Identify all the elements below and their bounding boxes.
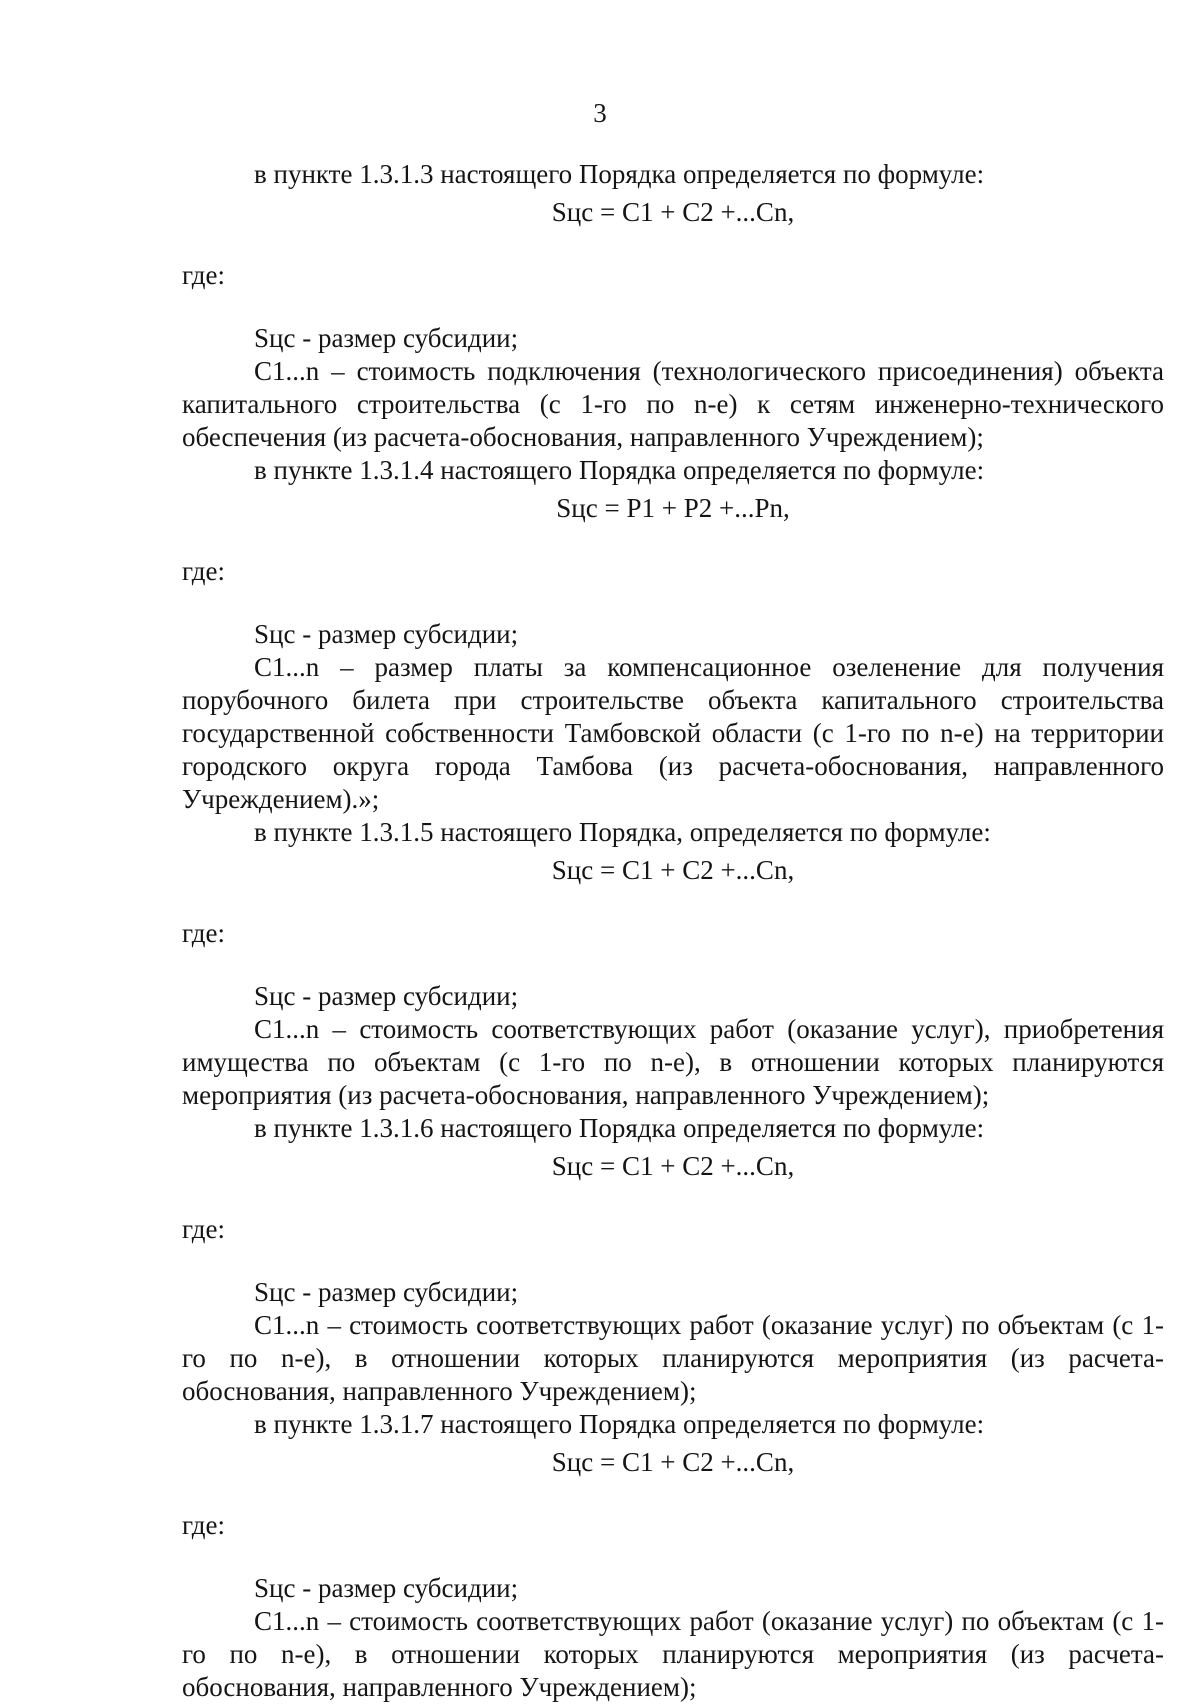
formula: Sцс = C1 + C2 +...Cn, bbox=[551, 197, 795, 227]
where-label: где: bbox=[182, 556, 225, 586]
document-body bbox=[182, 158, 1164, 1704]
definition-c: C1...n – стоимость соответствующих работ (оказание услуг) по объектам (с 1-го по n-е), в отношении которых планируются мероприятия (из расчета-обоснования, направленного Учреждением); bbox=[182, 1606, 1164, 1702]
section-intro: в пункте 1.3.1.5 настоящего Порядка, определяется по формуле: bbox=[254, 817, 991, 847]
section-1-3-1-6 bbox=[182, 1112, 1164, 1408]
formula: Sцс = P1 + P2 +...Pn, bbox=[556, 493, 790, 523]
where-label: где: bbox=[182, 918, 225, 948]
section-intro: в пункте 1.3.1.6 настоящего Порядка определяется по формуле: bbox=[254, 1113, 985, 1143]
section-intro: в пункте 1.3.1.3 настоящего Порядка определяется по формуле: bbox=[254, 159, 985, 189]
where-label: где: bbox=[182, 260, 225, 290]
section-1-3-1-7 bbox=[182, 1408, 1164, 1704]
page-number: 3 bbox=[593, 98, 607, 128]
section-1-3-1-4 bbox=[182, 454, 1164, 816]
definition-s: Sцс - размер субсидии; bbox=[254, 323, 519, 353]
definition-c: C1...n – стоимость подключения (технологического присоединения) объекта капитального строительства (с 1-го по n-е) к сетям инженерно-технического обеспечения (из расчета-обоснования, направленного Учреждением); bbox=[182, 356, 1164, 452]
section-1-3-1-5 bbox=[182, 816, 1164, 1112]
definition-c: C1...n – размер платы за компенсационное озеленение для получения порубочного билета при строительстве объекта капитального строительства государственной собственности Тамбовской области (с 1-го по n-е) на территории городского округа города Тамбова (из расчета-обоснования, направленного Учреждением).»; bbox=[182, 652, 1164, 814]
where-label: где: bbox=[182, 1214, 225, 1244]
formula: Sцс = C1 + C2 +...Cn, bbox=[551, 1151, 795, 1181]
definition-s: Sцс - размер субсидии; bbox=[254, 981, 519, 1011]
definition-s: Sцс - размер субсидии; bbox=[254, 1277, 519, 1307]
formula: Sцс = C1 + C2 +...Cn, bbox=[551, 1447, 795, 1477]
section-1-3-1-3 bbox=[182, 158, 1164, 454]
definition-s: Sцс - размер субсидии; bbox=[254, 1573, 519, 1603]
definition-c: C1...n – стоимость соответствующих работ (оказание услуг) по объектам (с 1-го по n-е), в отношении которых планируются мероприятия (из расчета-обоснования, направленного Учреждением); bbox=[182, 1310, 1164, 1406]
where-label: где: bbox=[182, 1510, 225, 1540]
section-intro: в пункте 1.3.1.4 настоящего Порядка определяется по формуле: bbox=[254, 455, 985, 485]
definition-c: C1...n – стоимость соответствующих работ (оказание услуг), приобретения имущества по объектам (с 1-го по n-е), в отношении которых планируются мероприятия (из расчета-обоснования, направленного Учреждением); bbox=[182, 1014, 1164, 1110]
definition-s: Sцс - размер субсидии; bbox=[254, 619, 519, 649]
section-intro: в пункте 1.3.1.7 настоящего Порядка определяется по формуле: bbox=[254, 1409, 985, 1439]
formula: Sцс = C1 + C2 +...Cn, bbox=[551, 855, 795, 885]
